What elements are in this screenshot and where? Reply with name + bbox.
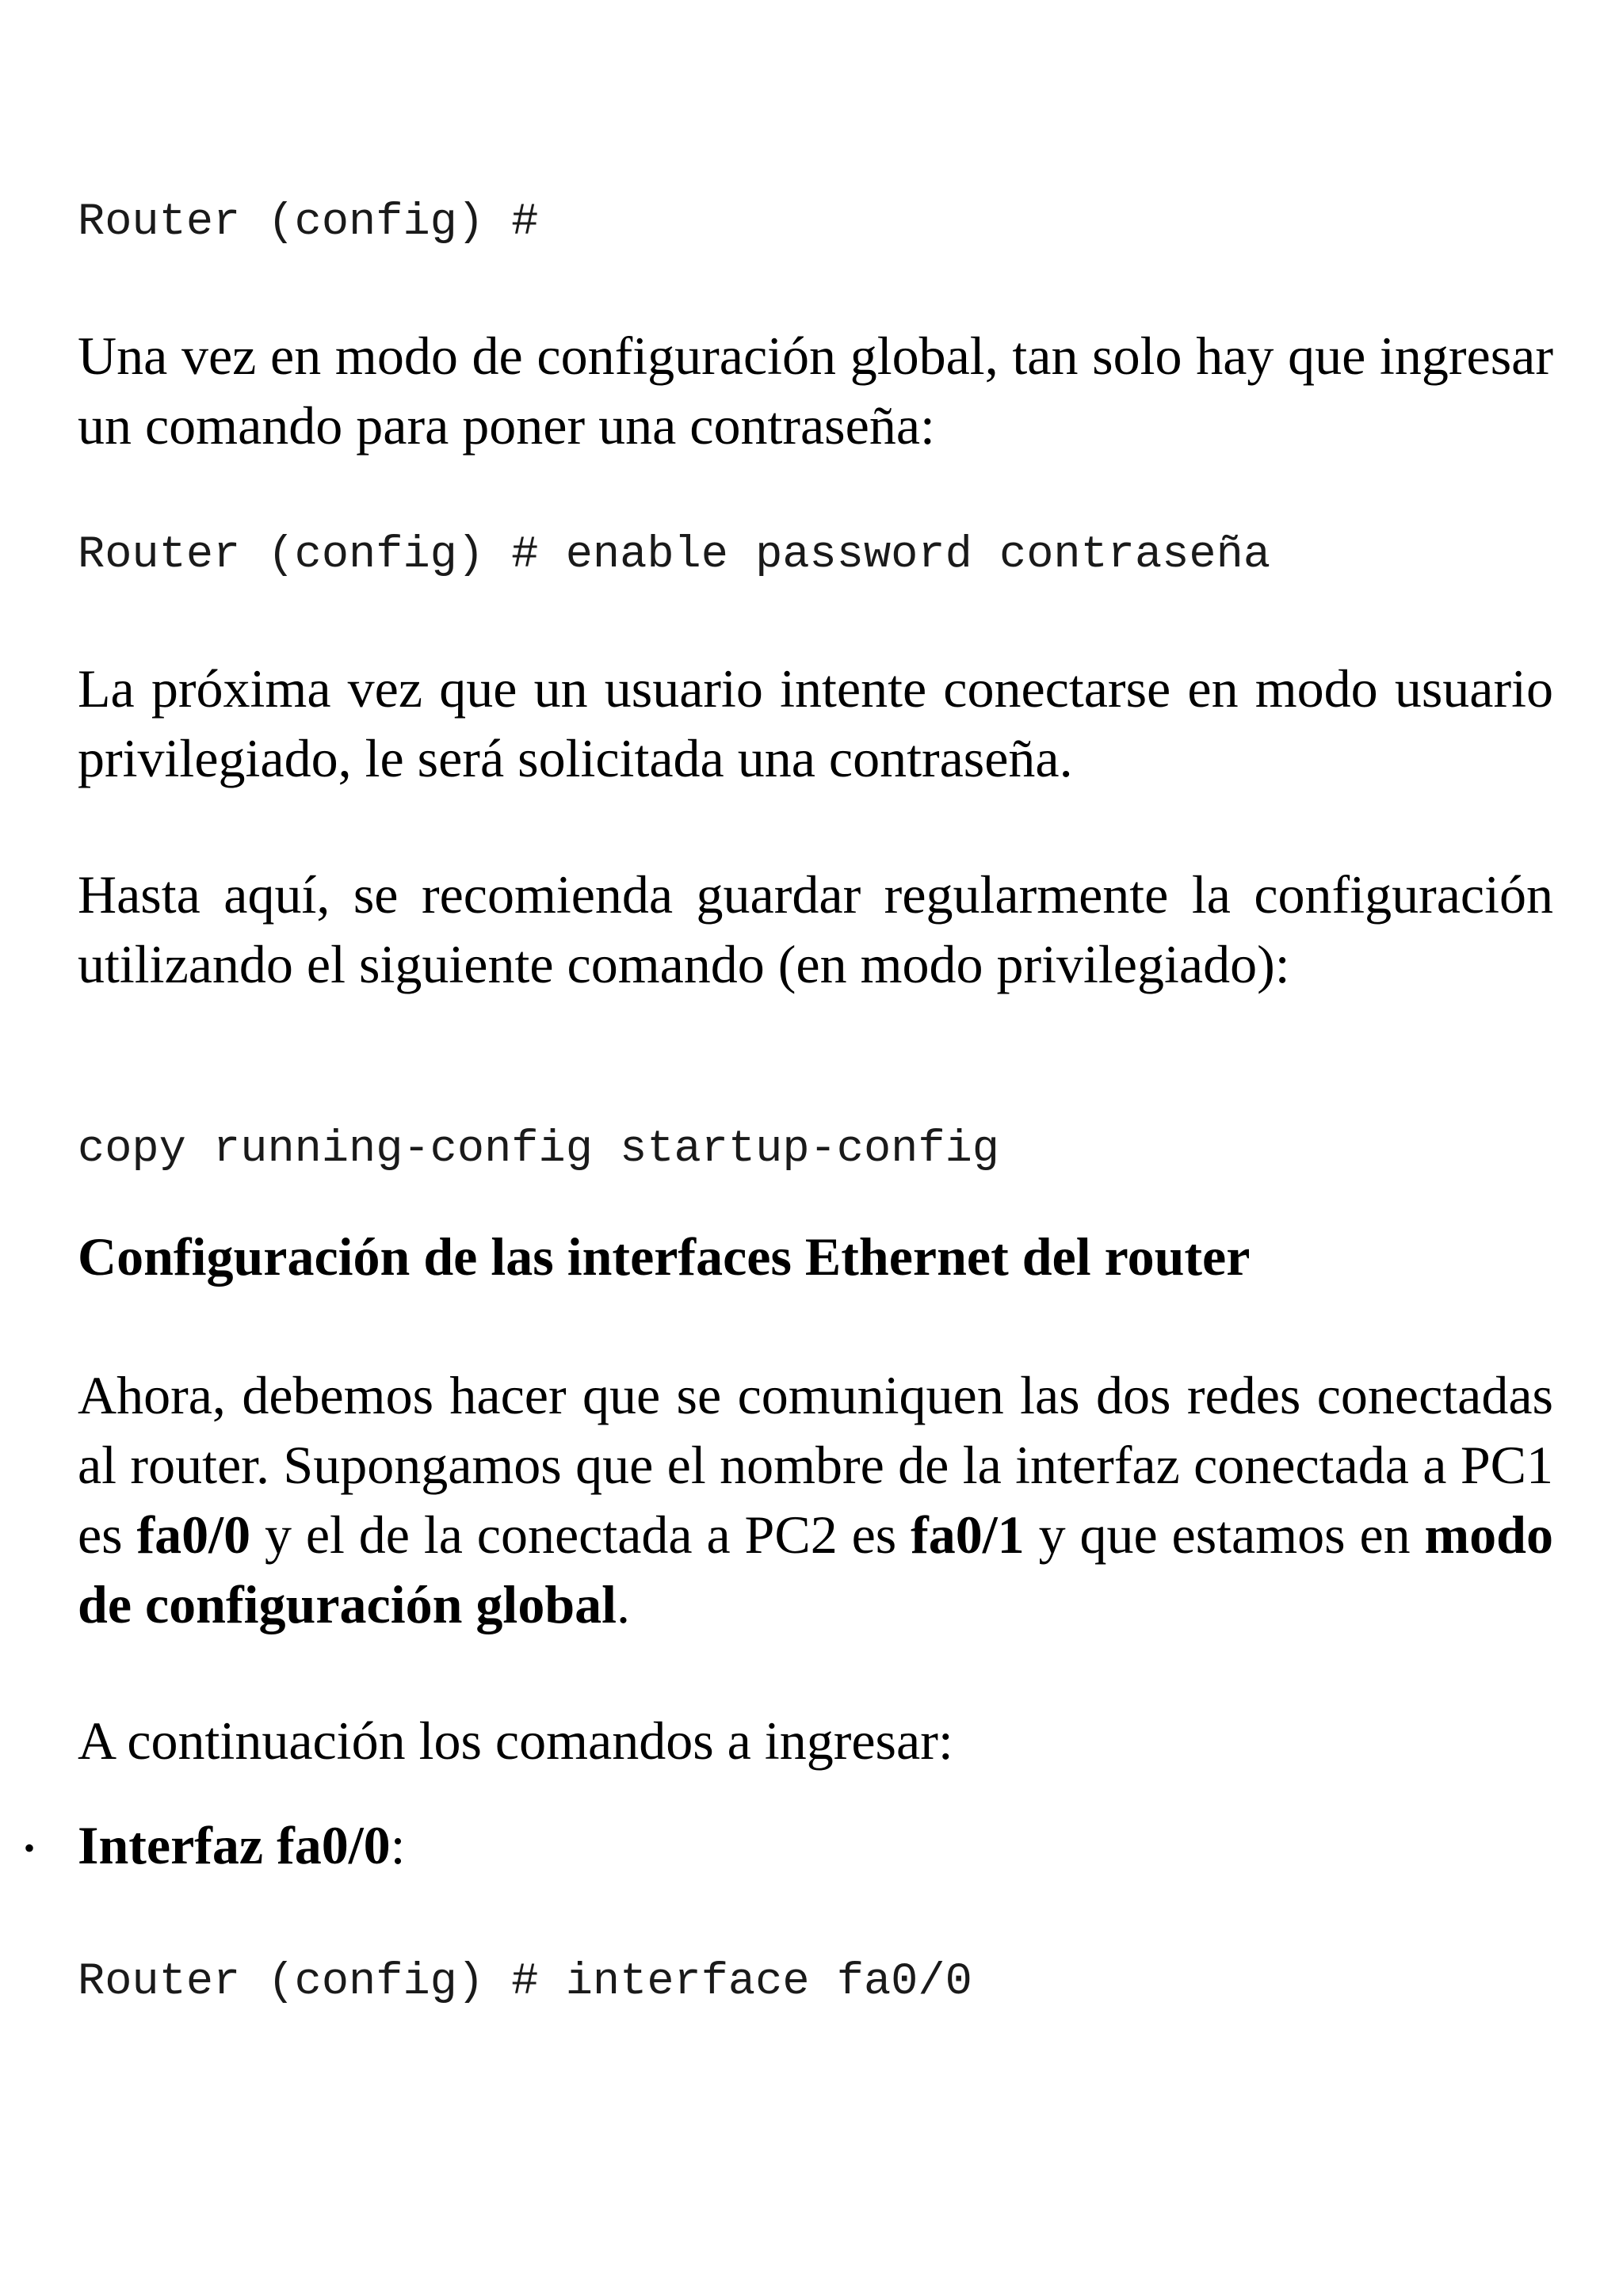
paragraph-next-login: La próxima vez que un usuario intente conectarse en modo usuario privilegiado, le será solicitada una contraseña. bbox=[78, 658, 1553, 788]
interface-name-fa00: fa0/0 bbox=[136, 1505, 251, 1565]
paragraph-interfaces-text-1: Ahora, debemos hacer que se comuniquen las dos redes conectadas al router. Supongamos que el nombre de la interfaz conectada a PC1 es bbox=[78, 1365, 1553, 1565]
paragraph-interfaces-text-3: y que estamos en bbox=[1024, 1505, 1425, 1565]
bullet-item-interface-fa00 bbox=[78, 1810, 406, 1880]
bullet-item-suffix: : bbox=[390, 1815, 406, 1875]
code-line-enable-password: Router (config) # enable password contraseña bbox=[78, 530, 1271, 581]
paragraph-interfaces-text-2: y el de la conectada a PC2 es bbox=[250, 1505, 911, 1565]
paragraph-save-config: Hasta aquí, se recomienda guardar regularmente la configuración utilizando el siguiente comando (en modo privilegiado): bbox=[78, 864, 1553, 994]
interface-name-fa01: fa0/1 bbox=[911, 1505, 1025, 1565]
code-line-copy-config: copy running-config startup-config bbox=[78, 1124, 999, 1175]
paragraph-interfaces-text-4: . bbox=[617, 1574, 631, 1634]
bullet-item-label: Interfaz fa0/0 bbox=[78, 1815, 391, 1875]
paragraph-global-config: Una vez en modo de configuración global, tan solo hay que ingresar un comando para poner una contraseña: bbox=[78, 326, 1553, 456]
code-line-interface-fa00: Router (config) # interface fa0/0 bbox=[78, 1957, 972, 2008]
bullet-marker: • bbox=[24, 1830, 36, 1866]
paragraph-commands-intro: A continuación los comandos a ingresar: bbox=[78, 1711, 953, 1771]
section-heading: Configuración de las interfaces Ethernet del router bbox=[78, 1226, 1251, 1287]
paragraph-interfaces bbox=[78, 1360, 1553, 1639]
code-line-config-prompt: Router (config) # bbox=[78, 197, 539, 248]
global-config-mode-term: modo de configuración global bbox=[78, 1505, 1553, 1634]
